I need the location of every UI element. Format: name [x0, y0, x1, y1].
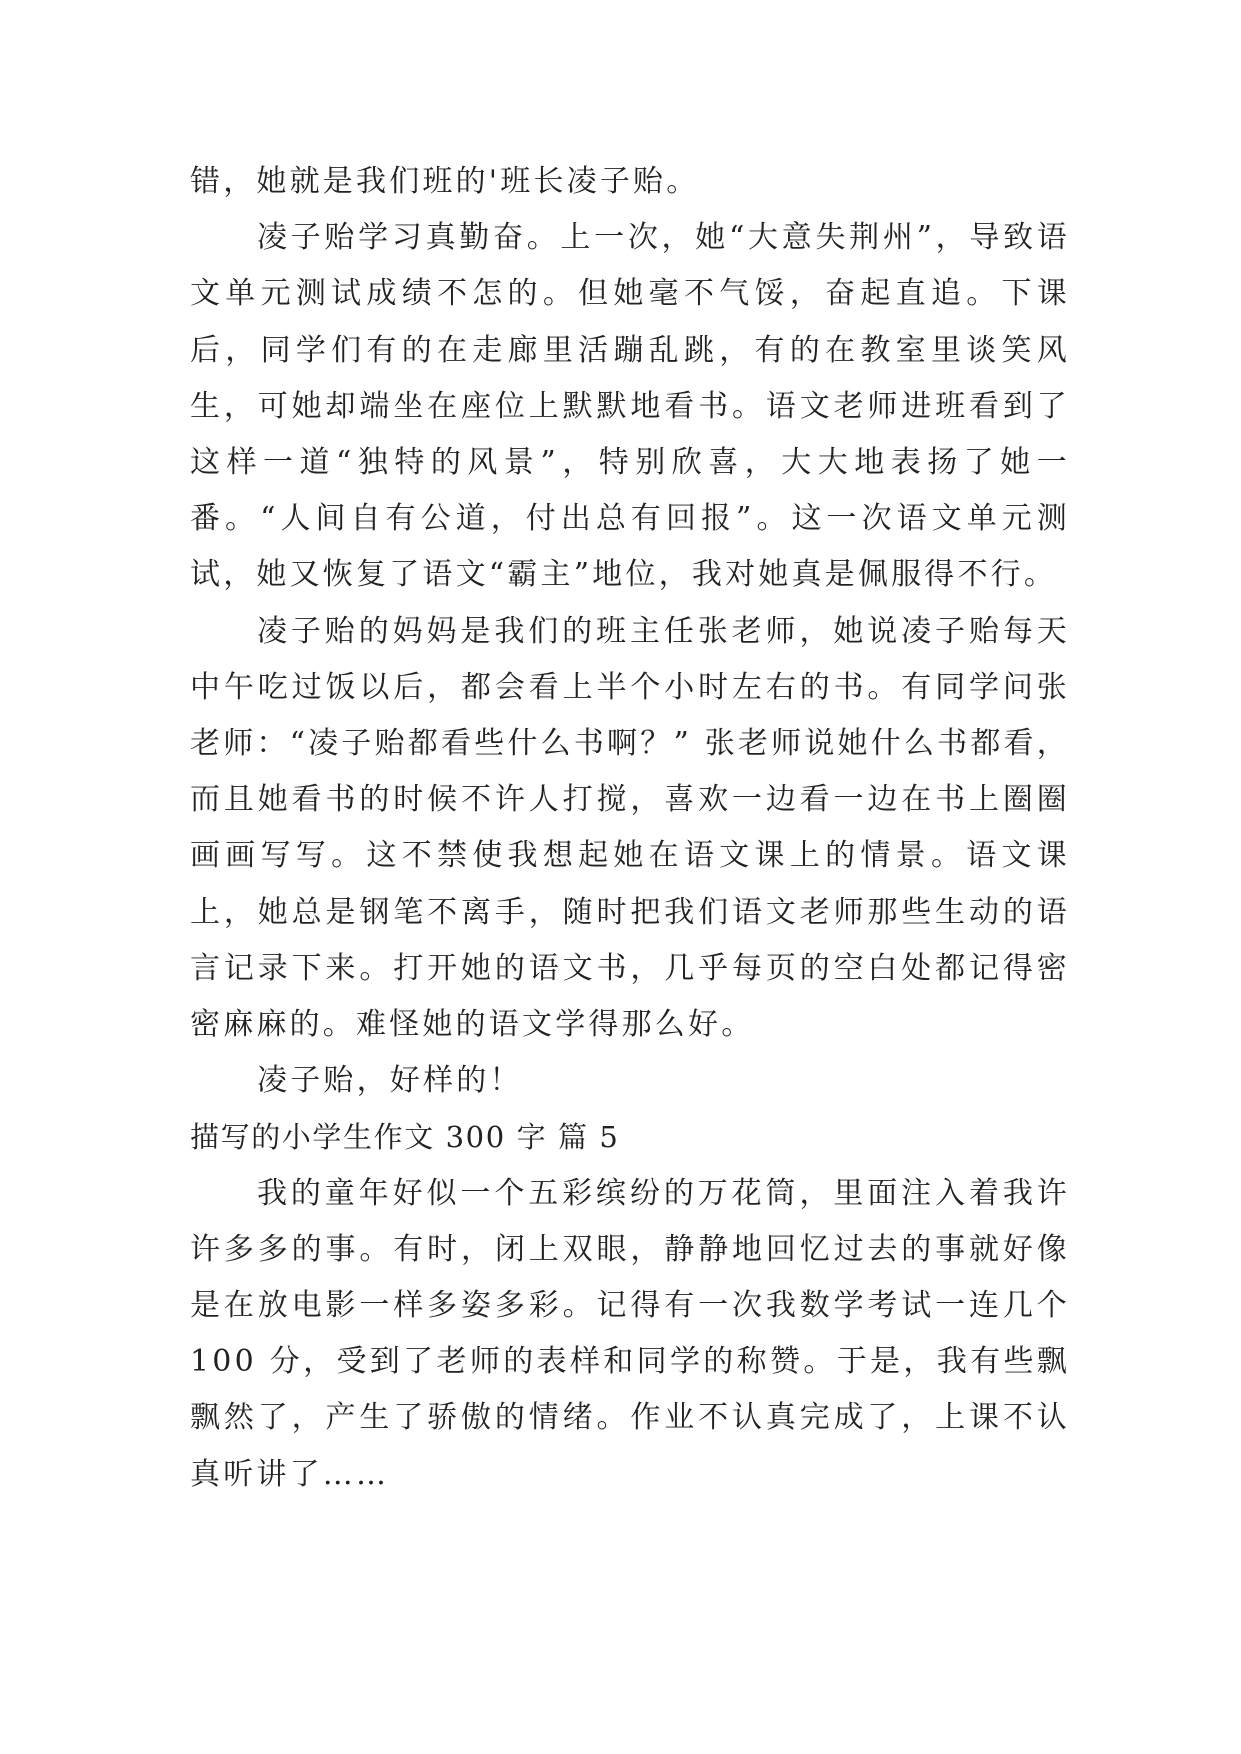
section-heading: 描写的小学生作文 300 字 篇 5	[190, 1120, 620, 1155]
paragraph-reading: 凌子贻的妈妈是我们的班主任张老师，她说凌子贻每天中午吃过饭以后，都会看上半个小时左右的书。有同学问张老师：“凌子贻都看些什么书啊？” 张老师说她什么书都看，而且她看书的时候不许人打搅，喜欢一边看一边在书上圈圈画画写写。这不禁使我想起她在语文课上的情景。语文课上，她总是钢笔不离手，随时把我们语文老师那些生动的语言记录下来。打开她的语文书，几乎每页的空白处都记得密密麻麻的。难怪她的语文学得那么好。	[190, 613, 1070, 1043]
paragraph-continued: 错，她就是我们班的'班长凌子贻。	[190, 164, 700, 199]
paragraph-study: 凌子贻学习真勤奋。上一次，她“大意失荆州”，导致语文单元测试成绩不怎的。但她毫不气馁，奋起直追。下课后，同学们有的在走廊里活蹦乱跳，有的在教室里谈笑风生，可她却端坐在座位上默默地看书。语文老师进班看到了这样一道“独特的风景”，特别欣喜，大大地表扬了她一番。“人间自有公道，付出总有回报”。这一次语文单元测试，她又恢复了语文“霸主”地位，我对她真是佩服得不行。	[190, 220, 1070, 593]
document-body	[190, 154, 1070, 1503]
paragraph-praise: 凌子贻，好样的！	[257, 1063, 523, 1099]
paragraph-childhood: 我的童年好似一个五彩缤纷的万花筒，里面注入着我许许多多的事。有时，闭上双眼，静静地回忆过去的事就好像是在放电影一样多姿多彩。记得有一次我数学考试一连几个 100 分，受到了老师的表样和同学的称赞。于是，我有些飘飘然了，产生了骄傲的情绪。作业不认真完成了，上课不认真听讲了……	[190, 1175, 1070, 1492]
